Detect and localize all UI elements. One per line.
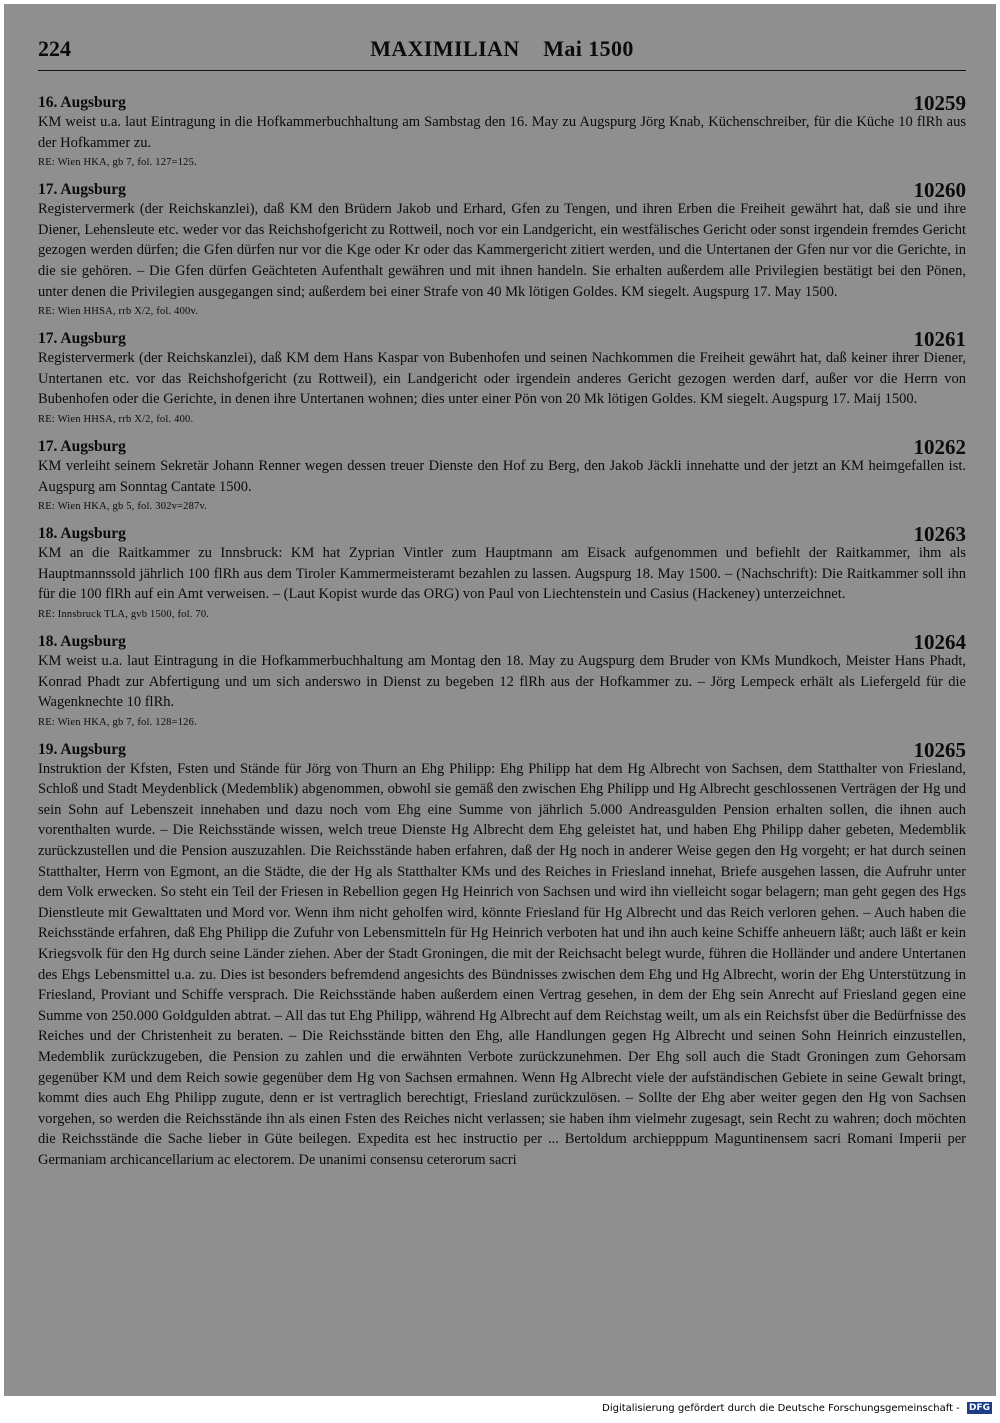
entry-body: KM an die Raitkammer zu Innsbruck: KM hat Zyprian Vintler zum Hauptmann am Eisack aufgenommen und befiehlt der Raitkammer, ihm als Hauptmannssold jährlich 100 flRh aus dem Tiroler Kammermeisteramt bezahlen zu lassen. Augspurg 18. May 1500. – (Nachschrift): Die Raitkammer soll ihn für die 100 flRh auf ein Amt verweisen. – (Laut Kopist wurde das ORG) von Paul von Liechtenstein und Casius (Hackeney) unterzeichnet. bbox=[38, 545, 966, 603]
entry-source: RE: Wien HKA, gb 7, fol. 128=126. bbox=[38, 716, 197, 728]
entry-date-place: 17. Augsburg bbox=[38, 181, 126, 199]
entry-body: KM weist u.a. laut Eintragung in die Hofkammerbuchhaltung am Sambstag den 16. May zu Augspurg Jörg Knab, Küchenschreiber, für die Küche 10 flRh aus der Hofkammer zu. bbox=[38, 114, 966, 151]
entry-10259 bbox=[38, 90, 966, 170]
entry-10265 bbox=[38, 737, 966, 1171]
entry-number: 10264 bbox=[913, 629, 966, 654]
entry-body: Registervermerk (der Reichskanzlei), daß KM den Brüdern Jakob und Erhard, Gfen zu Tengen, und ihren Erben die Freiheit gewährt hat, daß sie und ihre Diener, Lehensleute etc. weder vor das Reichshofgericht zu Rottweil, noch vor ein Landgericht, ein westfälisches Gericht oder sonst irgendein fremdes Gericht gezogen werden dürfen; die Gfen dürfen nur vor die Kge oder Kr oder das Kammergericht zitiert werden, und die Untertanen der Gfen nur vor die Gerichte, in die sie gehören. – Die Gfen dürfen Geächteten Aufenthalt gewähren und mit ihnen handeln. Sie erhalten außerdem alle Privilegien bestätigt bei den Pönen, unter denen die Privilegien ausgegangen sind; außerdem bei einer Strafe von 40 Mk lötigen Goldes. KM siegelt. Augspurg 17. May 1500. bbox=[38, 201, 966, 300]
entry-number: 10260 bbox=[913, 178, 966, 203]
page-header bbox=[38, 34, 966, 71]
dfg-logo-icon: DFG bbox=[968, 1403, 990, 1413]
entry-date-place: 18. Augsburg bbox=[38, 525, 126, 543]
running-head: MAXIMILIAN Mai 1500 bbox=[370, 36, 634, 61]
digitization-footer bbox=[602, 1402, 992, 1416]
entry-date-place: 17. Augsburg bbox=[38, 437, 126, 455]
entry-10260 bbox=[38, 177, 966, 319]
entry-body: KM verleiht seinem Sekretär Johann Renner wegen dessen treuer Dienste den Hof zu Berg, den Jakob Jäckli innehatte und der jetzt an KM heimgefallen ist. Augspurg am Sonntag Cantate 1500. bbox=[38, 457, 966, 495]
entry-10264 bbox=[38, 629, 966, 730]
entry-source: RE: Innsbruck TLA, gvb 1500, fol. 70. bbox=[38, 608, 210, 620]
entry-source: RE: Wien HHSA, rrb X/2, fol. 400. bbox=[38, 413, 194, 425]
footer-text: Digitalisierung gefördert durch die Deutsche Forschungsgemeinschaft - bbox=[602, 1403, 960, 1414]
entry-10262 bbox=[38, 434, 966, 514]
entry-source: RE: Wien HHSA, rrb X/2, fol. 400v. bbox=[38, 306, 199, 318]
entry-10263 bbox=[38, 521, 966, 622]
entry-number: 10259 bbox=[913, 91, 966, 115]
entry-source: RE: Wien HKA, gb 7, fol. 127=125. bbox=[38, 157, 197, 169]
entry-body: KM weist u.a. laut Eintragung in die Hofkammerbuchhaltung am Montag den 18. May zu Augspurg dem Bruder von KMs Mundkoch, Meister Hans Phadt, Konrad Phadt zur Abfertigung und um sich anderswo in Dienst zu begeben 12 flRh aus der Hofkammer zu. – Jörg Lempeck erhält als Liefergeld für die Wagenknechte 10 flRh. bbox=[38, 652, 966, 711]
entry-date-place: 18. Augsburg bbox=[38, 632, 126, 650]
document-page bbox=[4, 4, 996, 1396]
entry-date-place: 19. Augsburg bbox=[38, 740, 126, 758]
entry-body: Instruktion der Kfsten, Fsten und Stände für Jörg von Thurn an Ehg Philipp: Ehg Philipp hat dem Hg Albrecht von Sachsen, dem Statthalter von Friesland, Schloß und Stadt Meydenblick (Medemblik) abgenommen, obwohl sie gemäß den zwischen Ehg Philipp und Hg Albrecht geschlossenen Verträgen der Hg und sein Sohn auf Lebenszeit innehaben und dazu noch vom Ehg eine Summe von jährlich 5.000 Andreasgulden Pension erhalten sollen, die ihnen auch vorenthalten wurde. – Die Reichsstände wissen, welch treue Dienste Hg Albrecht dem Ehg geleistet hat, und haben Ehg Philipp daher gebeten, Medemblik zurückzustellen und die Pension auszuzahlen. Die Reichsstände haben erfahren, daß der Hg noch in anderer Weise gegen den Hg vorgeht; er hat durch seinen Statthalter, Herrn von Egmont, an die Städte, die der Hg als Statthalter KMs und des Reiches in Friesland innehat, Briefe ausgehen lassen, die Aufruhr unter dem Volk erwecken. So steht ein Teil der Friesen in Rebellion gegen Hg Heinrich von Sachsen und wird ihn vielleicht sogar belagern; man geht gegen des Hgs Dienstleute mit Gewalttaten und Mord vor. Wenn ihm nicht geholfen wird, könnte Friesland für Hg Albrecht und das Reich verloren gehen. – Auch haben die Reichsstände erfahren, daß Ehg Philipp die Zufuhr von Lebensmitteln für Hg Heinrich verboten hat und ihn auch keine Schiffe anheuern läßt; auch läßt er kein Kriegsvolk für den Hg durch seine Länder ziehen. Aber der Stadt Groningen, die mit der Reichsacht belegt wurde, führen die Holländer und andere Untertanen des Ehgs Lebensmittel u.a. zu. Dies ist besonders befremdend angesichts des Bündnisses zwischen dem Ehg und Hg Albrecht, worin der Ehg Unterstützung in Friesland, Proviant und Schiffe versprach. Die Reichsstände haben außerdem einen Vertrag gesehen, in dem der Ehg sein Anrecht auf Friesland gegen eine Summe von 250.000 Goldgulden abtrat. – All das tut Ehg Philipp, während Hg Albrecht auf dem Reichstag weilt, um als ein Reichsfst über die Bedürfnisse des Reiches und der Christenheit zu beraten. – Die Reichsstände bitten den Ehg, alle Handlungen gegen Hg Albrecht und seinen Sohn Heinrich einzustellen, Medemblik zurückzugeben, die Pension zu zahlen und die erwähnten Verbote zurückzunehmen. Der Ehg soll auch die Stadt Groningen zum Gehorsam gegenüber KM und dem Reich sowie gegenüber dem Hg von Sachsen ermahnen. Wenn Hg Albrecht viele der aufständischen Gebiete in seine Gewalt bringt, kommt dies auch Ehg Philipp zugute, denn er ist vertraglich berechtigt, Friesland zurückzulösen. – Sollte der Ehg aber weiter gegen den Hg von Sachsen vorgehen, so werden die Reichsstände ihn als einen Fsten des Reiches nicht verlassen; sie haben ihm vielmehr zugesagt, sein Recht zu wahren; doch möchten die Reichsstände die Sache lieber in Güte beilegen. Expedita est hec instructio per ... Bertoldum archiepppum Maguntinensem sacri Romani Imperii per Germaniam archicancellarium ac electorem. De unanimi consensu ceterorum sacri bbox=[38, 760, 966, 1168]
entry-number: 10265 bbox=[913, 737, 966, 762]
entry-body: Registervermerk (der Reichskanzlei), daß KM dem Hans Kaspar von Bubenhofen und seinen Nachkommen die Freiheit gewährt hat, daß keiner ihrer Diener, Untertanen etc. vor das Reichshofgericht (zu Rottweil), ein Landgericht oder irgendein anderes Gericht gezogen werden darf, außer vor die Herrn von Bubenhofen oder die Gerichte, in denen ihre Untertanen wohnen; dies unter einer Pön von 20 Mk lötigen Goldes. KM siegelt. Augspurg 17. Maij 1500. bbox=[38, 350, 966, 408]
entry-10261 bbox=[38, 326, 966, 427]
entry-number: 10262 bbox=[913, 434, 966, 459]
page-number: 224 bbox=[38, 36, 71, 61]
entry-date-place: 17. Augsburg bbox=[38, 330, 126, 348]
entries-list bbox=[38, 90, 966, 1178]
entry-number: 10263 bbox=[913, 522, 966, 547]
entry-source: RE: Wien HKA, gb 5, fol. 302v=287v. bbox=[38, 501, 208, 513]
entry-date-place: 16. Augsburg bbox=[38, 94, 126, 111]
entry-number: 10261 bbox=[913, 327, 966, 352]
